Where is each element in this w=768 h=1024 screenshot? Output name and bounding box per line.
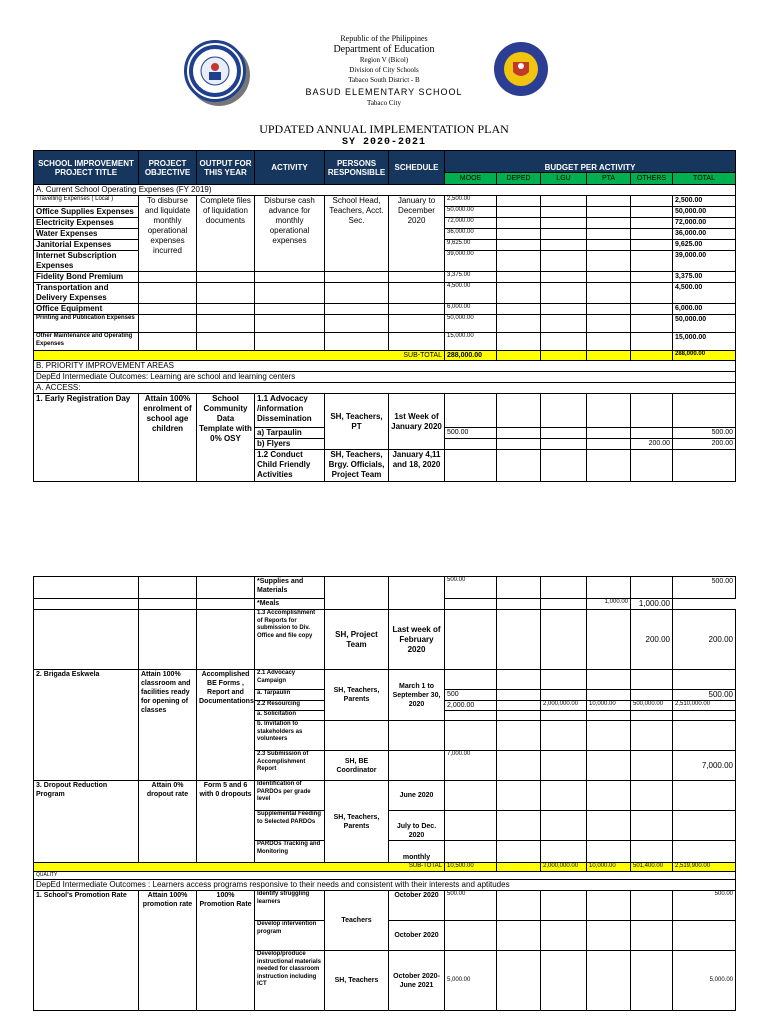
q1-total: 500.00 <box>673 891 736 921</box>
sec-a-objective: To disburse and liquidate monthly operational expenses incurred <box>139 196 197 272</box>
subtotal-label: SUB-TOTAL <box>34 351 445 361</box>
mooe-cell: 4,500.00 <box>445 283 497 304</box>
expense-item: Printing and Publication Expenses <box>34 315 139 333</box>
expense-item: Fidelity Bond Premium <box>34 272 139 283</box>
expense-item: Office Equipment <box>34 304 139 315</box>
p1-schedule: 1st Week of January 2020 <box>389 394 445 450</box>
expense-item: Internet Subscription Expenses <box>34 251 139 272</box>
p3-objective: Attain 0% dropout rate <box>139 781 197 863</box>
subtotal-mooe: 288,000.00 <box>445 351 497 361</box>
p2-res-others: 500,000.00 <box>631 701 673 711</box>
total-cell: 15,000.00 <box>673 333 736 351</box>
total-cell: 2,500.00 <box>673 196 736 207</box>
mooe-cell: 6,000.00 <box>445 304 497 315</box>
p3-persons: SH, Teachers, Parents <box>325 781 389 863</box>
expense-item: Transportation and Delivery Expenses <box>34 283 139 304</box>
header-region: Region V (Bicol) <box>359 56 409 64</box>
project-brigada-eskwela: 2. Brigada Eskwela <box>34 670 139 781</box>
q1-objective: Attain 100% promotion rate <box>139 891 197 1011</box>
p2-persons-2: SH, BE Coordinator <box>325 751 389 781</box>
st2-mooe: 10,500.00 <box>445 863 497 872</box>
total-cell: 3,375.00 <box>673 272 736 283</box>
col-pta: PTA <box>587 173 631 185</box>
mooe-cell: 50,000.00 <box>445 315 497 333</box>
col-activity: ACTIVITY <box>255 151 325 185</box>
p2-res-total: 2,510,000.00 <box>673 701 736 711</box>
q3-total: 5,000.00 <box>673 951 736 1011</box>
header-district: Tabaco South District - B <box>348 76 420 84</box>
p2-3-mooe: 7,000.00 <box>445 751 497 781</box>
expense-item: Janitorial Expenses <box>34 240 139 251</box>
p2-persons: SH, Teachers, Parents <box>325 670 389 721</box>
total-cell: 50,000.00 <box>673 315 736 333</box>
activity-tarpaulin: a) Tarpaulin <box>255 428 325 439</box>
activity-2-solicitation: a. Solicitation <box>255 711 325 721</box>
p3-schedule-2: July to Dec. 2020 <box>389 811 445 841</box>
col-project-title: SCHOOL IMPROVEMENT PROJECT TITLE <box>34 151 139 185</box>
col-deped: DEPED <box>497 173 541 185</box>
sec-a-persons: School Head, Teachers, Acct. Sec. <box>325 196 389 272</box>
col-others: OTHERS <box>631 173 673 185</box>
meals-total: 1,000.00 <box>631 599 673 610</box>
header-city: Tabaco City <box>367 99 401 107</box>
expense-item: Electricity Expenses <box>34 218 139 229</box>
supplies-mooe: 500.00 <box>445 577 497 599</box>
p1-output: School Community Data Template with 0% OSY <box>197 394 255 482</box>
aip-table-page2 <box>33 576 736 1011</box>
header-department: Department of Education <box>333 44 435 55</box>
col-total: TOTAL <box>673 173 736 185</box>
activity-2-invitation: b. Invitation to stakeholders as volunteers <box>255 721 325 751</box>
total-cell: 39,000.00 <box>673 251 736 272</box>
mooe-cell: 9,625.00 <box>445 240 497 251</box>
col-lgu: LGU <box>541 173 587 185</box>
activity-2-1: 2.1 Advocacy Campaign <box>255 670 325 690</box>
p1-schedule-3: Last week of February 2020 <box>389 610 445 670</box>
q-persons-2: SH, Teachers <box>325 951 389 1011</box>
tarp-total: 500.00 <box>673 428 736 439</box>
p1-persons-2: SH, Teachers, Brgy. Officials, Project Team <box>325 450 389 482</box>
act13-others: 200.00 <box>631 610 673 670</box>
q-schedule-3: October 2020- June 2021 <box>389 951 445 1011</box>
q-schedule-2: October 2020 <box>389 921 445 951</box>
st2-lgu: 2,000,000.00 <box>541 863 587 872</box>
q1-output: 100% Promotion Rate <box>197 891 255 1011</box>
flyers-total: 200.00 <box>673 439 736 450</box>
q-activity-3: Develop/produce instructional materials needed for classroom instruction including ICT <box>255 951 325 1011</box>
total-cell: 36,000.00 <box>673 229 736 240</box>
p2-objective: Attain 100% classroom and facilities ready for opening of classes <box>139 670 197 781</box>
activity-1-2: 1.2 Conduct Child Friendly Activities <box>255 450 325 482</box>
meals-others: 1,000.00 <box>587 599 631 610</box>
col-output: OUTPUT FOR THIS YEAR <box>197 151 255 185</box>
p1-schedule-2: January 4,11 and 18, 2020 <box>389 450 445 482</box>
q-schedule-1: October 2020 <box>389 891 445 921</box>
quality-outcome: DepEd Intermediate Outcomes : Learners access programs responsive to their needs and consistent with their interests and aptitudes <box>34 880 736 891</box>
col-objective: PROJECT OBJECTIVE <box>139 151 197 185</box>
p2-res-mooe: 2,000.00 <box>445 701 497 711</box>
p2-res-lgu: 2,000,000.00 <box>541 701 587 711</box>
section-a-title: A. Current School Operating Expenses (FY 2019) <box>34 185 736 196</box>
st2-pta: 10,000.00 <box>587 863 631 872</box>
p3-output: Form 5 and 6 with 0 dropouts <box>197 781 255 863</box>
total-cell: 72,000.00 <box>673 218 736 229</box>
access-title: A. ACCESS: <box>34 383 736 394</box>
meals: *Meals <box>255 599 325 610</box>
supplies-total: 500.00 <box>673 577 736 599</box>
activity-1-3: 1.3 Accomplishment of Reports for submission to Div. Office and file copy <box>255 610 325 670</box>
activity-3-3: PARDOs Tracking and Monitoring <box>255 841 325 863</box>
p1-persons-3: SH, Project Team <box>325 610 389 670</box>
project-early-registration: 1. Early Registration Day <box>34 394 139 482</box>
mooe-cell: 39,000.00 <box>445 251 497 272</box>
p3-schedule-1: June 2020 <box>389 781 445 811</box>
mooe-cell: 36,000.00 <box>445 229 497 240</box>
total-cell: 9,625.00 <box>673 240 736 251</box>
st2-total: 2,519,900.00 <box>673 863 736 872</box>
col-schedule: SCHEDULE <box>389 151 445 185</box>
aip-table-page1 <box>33 150 736 482</box>
subtotal-label-2: SUB-TOTAL <box>34 863 445 872</box>
activity-2-2: 2.2 Resourcing <box>255 701 325 711</box>
sec-a-output: Complete files of liquidation documents <box>197 196 255 272</box>
activity-3-1: Identification of PARDOs per grade level <box>255 781 325 811</box>
q-activity-1: Identify struggling learners <box>255 891 325 921</box>
header-republic: Republic of the Philippines <box>340 34 428 43</box>
project-dropout-reduction: 3. Dropout Reduction Program <box>34 781 139 863</box>
mooe-cell: 15,000.00 <box>445 333 497 351</box>
expense-item: Travelling Expenses ( Local ) <box>34 196 139 207</box>
col-mooe: MOOE <box>445 173 497 185</box>
mooe-cell: 3,375.00 <box>445 272 497 283</box>
section-b-outcome: DepEd Intermediate Outcomes: Learning are school and learning centers <box>34 372 736 383</box>
expense-item: Office Supplies Expenses <box>34 207 139 218</box>
supplies-materials: *Supplies and Materials <box>255 577 325 599</box>
p1-objective: Attain 100% enrolment of school age children <box>139 394 197 482</box>
plan-title: UPDATED ANNUAL IMPLEMENTATION PLAN <box>259 122 509 136</box>
p2-output: Accomplished BE Forms , Report and Documentations <box>197 670 255 781</box>
mooe-cell: 2,500.00 <box>445 196 497 207</box>
header-school: BASUD ELEMENTARY SCHOOL <box>305 87 463 97</box>
p1-persons: SH, Teachers, PT <box>325 394 389 450</box>
quality-title: QUALITY <box>34 872 736 880</box>
activity-2-tarpaulin: a. Tarpaulin <box>255 690 325 701</box>
mooe-cell: 72,000.00 <box>445 218 497 229</box>
total-cell: 50,000.00 <box>673 207 736 218</box>
p2-3-total: 7,000.00 <box>673 751 736 781</box>
q1-mooe: 500.00 <box>445 891 497 921</box>
section-b-title: B. PRIORITY IMPROVEMENT AREAS <box>34 361 736 372</box>
activity-flyers: b) Flyers <box>255 439 325 450</box>
subtotal-total: 288,000.00 <box>673 351 736 361</box>
activity-1-1: 1.1 Advocacy /information Dissemination <box>255 394 325 428</box>
p2-res-pta: 10,000.00 <box>587 701 631 711</box>
activity-3-2: Supplemental Feeding to Selected PARDOs <box>255 811 325 841</box>
col-budget: BUDGET PER ACTIVITY <box>445 151 736 173</box>
p3-schedule-3: monthly <box>389 841 445 863</box>
act13-total: 200.00 <box>673 610 736 670</box>
p2-tarp-total: 500.00 <box>673 690 736 701</box>
school-year: SY 2020-2021 <box>341 137 426 148</box>
q-activity-2: Develop intervention program <box>255 921 325 951</box>
activity-2-3: 2.3 Submission of Accomplishment Report <box>255 751 325 781</box>
total-cell: 4,500.00 <box>673 283 736 304</box>
q3-mooe: 5,000.00 <box>445 951 497 1011</box>
header-division: Division of City Schools <box>349 66 419 74</box>
q-persons-1: Teachers <box>325 891 389 951</box>
expense-item: Water Expenses <box>34 229 139 240</box>
sec-a-activity: Disburse cash advance for monthly operational expenses <box>255 196 325 272</box>
flyers-others: 200.00 <box>631 439 673 450</box>
st2-others: 501,400.00 <box>631 863 673 872</box>
sec-a-schedule: January to December 2020 <box>389 196 445 272</box>
mooe-cell: 50,000.00 <box>445 207 497 218</box>
expense-item: Other Maintenance and Operating Expenses <box>34 333 139 351</box>
p2-schedule: March 1 to September 30, 2020 <box>389 670 445 721</box>
col-persons: PERSONS RESPONSIBLE <box>325 151 389 185</box>
tarp-mooe: 500.00 <box>445 428 497 439</box>
p2-tarp-mooe: 500 <box>445 690 497 701</box>
project-promotion-rate: 1. School's Promotion Rate <box>34 891 139 1011</box>
total-cell: 6,000.00 <box>673 304 736 315</box>
